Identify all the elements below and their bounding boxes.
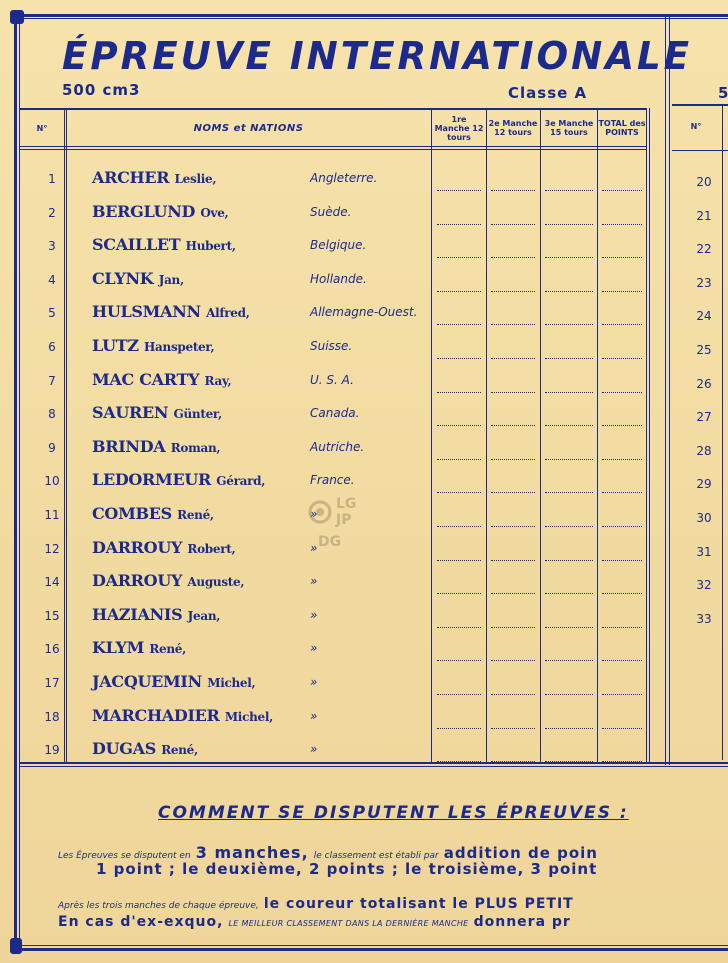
score-blank-manche-3[interactable] xyxy=(545,593,593,594)
rules-heading: COMMENT SE DISPUTENT LES ÉPREUVES : xyxy=(158,803,629,823)
frame-left xyxy=(14,14,17,950)
rider-last-name: BERGLUND xyxy=(92,201,196,221)
rider-nation: » xyxy=(310,507,318,521)
rider-name xyxy=(92,168,216,187)
rider-last-name: MARCHADIER xyxy=(92,705,220,725)
rider-last-name: COMBES xyxy=(92,504,172,523)
rider-first-name: Michel, xyxy=(207,676,256,690)
rules-line-4-c: donnera pr xyxy=(473,914,571,930)
collector-stamp-icon xyxy=(302,490,364,552)
rider-first-name: Hanspeter, xyxy=(144,340,215,354)
score-blank-manche-3[interactable] xyxy=(545,291,593,292)
rider-name xyxy=(92,706,273,725)
right-column-rule xyxy=(722,104,723,760)
header-total: TOTAL des POINTS xyxy=(598,119,646,137)
rider-last-name: LEDORMEUR xyxy=(92,470,212,490)
header-manche-2: 2e Manche 12 tours xyxy=(488,119,538,137)
table-row xyxy=(20,196,646,229)
score-blank-manche-1[interactable] xyxy=(437,694,481,695)
rules-line-2: 1 point ; le deuxième, 2 points ; le troisième, 3 point xyxy=(96,860,598,878)
rider-last-name: SAUREN xyxy=(92,403,169,423)
header-names: NOMS et NATIONS xyxy=(193,122,304,134)
rider-last-name: SCAILLET xyxy=(92,235,181,255)
score-blank-manche-2[interactable] xyxy=(491,459,535,460)
rider-nation: » xyxy=(310,641,318,656)
score-blank-manche-2[interactable] xyxy=(491,660,535,661)
score-blank-manche-4[interactable] xyxy=(602,190,642,191)
category-label: Classe A xyxy=(508,84,588,102)
rider-number: 11 xyxy=(44,508,60,522)
rider-number: 8 xyxy=(48,407,56,422)
score-blank-manche-1[interactable] xyxy=(437,560,481,561)
score-blank-manche-2[interactable] xyxy=(491,593,535,594)
score-blank-manche-3[interactable] xyxy=(545,425,593,426)
score-blank-manche-4[interactable] xyxy=(602,593,642,594)
score-blank-manche-4[interactable] xyxy=(602,392,642,393)
rider-name xyxy=(92,403,222,422)
rider-last-name: LUTZ xyxy=(92,336,139,355)
page-title: ÉPREUVE INTERNATIONALE xyxy=(62,34,693,78)
table-row xyxy=(20,700,646,733)
score-blank-manche-4[interactable] xyxy=(602,728,642,729)
rider-name xyxy=(92,370,231,389)
right-row-number: 20 xyxy=(696,175,712,189)
rider-name xyxy=(92,504,214,523)
score-blank-manche-1[interactable] xyxy=(437,257,481,258)
score-blank-manche-1[interactable] xyxy=(437,492,481,493)
score-blank-manche-2[interactable] xyxy=(491,190,535,191)
rider-nation: » xyxy=(310,742,318,757)
rider-last-name: ARCHER xyxy=(92,168,170,187)
rider-last-name: KLYM xyxy=(92,638,145,658)
rules-line-3-b: le coureur totalisant le PLUS PETIT xyxy=(263,896,574,912)
right-header-num: N° xyxy=(690,122,702,131)
rider-name xyxy=(92,302,250,321)
score-blank-manche-1[interactable] xyxy=(437,291,481,292)
score-blank-manche-1[interactable] xyxy=(437,459,481,460)
rider-name xyxy=(92,269,184,288)
rider-nation: » xyxy=(310,540,318,555)
rider-name xyxy=(92,739,198,758)
score-blank-manche-2[interactable] xyxy=(491,627,535,628)
right-row-number: 32 xyxy=(696,578,712,593)
rider-number: 1 xyxy=(48,172,56,186)
score-blank-manche-4[interactable] xyxy=(602,459,642,460)
rules-line-3 xyxy=(58,893,574,912)
rider-nation: Autriche. xyxy=(310,439,365,454)
rider-first-name: René, xyxy=(149,642,187,657)
table-row xyxy=(20,397,646,430)
rider-first-name: Michel, xyxy=(224,709,273,724)
score-blank-manche-2[interactable] xyxy=(491,392,535,393)
frame-bottom xyxy=(14,948,728,951)
rider-number: 2 xyxy=(48,205,56,220)
rider-number: 5 xyxy=(48,306,56,321)
frame-bottom-inner xyxy=(19,945,728,946)
score-blank-manche-4[interactable] xyxy=(602,694,642,695)
rider-number: 15 xyxy=(44,608,60,623)
rider-number: 19 xyxy=(44,743,60,758)
score-blank-manche-3[interactable] xyxy=(545,627,593,628)
table-row xyxy=(20,263,646,296)
rider-first-name: Jean, xyxy=(187,608,221,623)
score-blank-manche-3[interactable] xyxy=(545,190,593,191)
rider-name xyxy=(92,672,255,691)
rider-number: 17 xyxy=(44,676,60,690)
rider-name xyxy=(92,538,235,557)
right-row-number: 30 xyxy=(696,511,712,525)
right-row-number: 31 xyxy=(696,544,712,559)
score-blank-manche-1[interactable] xyxy=(437,660,481,661)
score-blank-manche-1[interactable] xyxy=(437,392,481,393)
score-blank-manche-3[interactable] xyxy=(545,660,593,661)
score-blank-manche-2[interactable] xyxy=(491,224,535,225)
rider-first-name: Robert, xyxy=(187,541,236,556)
right-row-number: 23 xyxy=(696,275,712,290)
rider-last-name: DARROUY xyxy=(92,537,183,557)
column-rule xyxy=(649,108,650,763)
score-blank-manche-3[interactable] xyxy=(545,224,593,225)
right-row-number: 24 xyxy=(696,309,712,324)
table-row xyxy=(20,330,646,363)
rider-last-name: CLYNK xyxy=(92,268,154,288)
score-blank-manche-4[interactable] xyxy=(602,257,642,258)
score-blank-manche-3[interactable] xyxy=(545,694,593,695)
column-rule xyxy=(646,108,647,763)
score-blank-manche-3[interactable] xyxy=(545,358,593,359)
rider-name xyxy=(92,202,228,221)
right-row-number: 28 xyxy=(696,443,712,458)
rider-number: 7 xyxy=(48,373,56,388)
right-table-top-rule xyxy=(672,104,728,106)
rider-first-name: Günter, xyxy=(173,407,222,422)
frame-top xyxy=(18,14,728,17)
rider-number: 6 xyxy=(48,340,56,354)
score-blank-manche-1[interactable] xyxy=(437,324,481,325)
right-panel-title-fragment: 5 xyxy=(718,84,728,102)
rider-number: 4 xyxy=(48,272,56,287)
score-blank-manche-3[interactable] xyxy=(545,526,593,527)
table-bottom-rule xyxy=(20,762,728,764)
table-header-bottom-rule xyxy=(20,146,646,147)
rider-first-name: Gérard, xyxy=(216,474,266,489)
rider-last-name: BRINDA xyxy=(92,436,166,456)
score-blank-manche-1[interactable] xyxy=(437,593,481,594)
table-row xyxy=(20,565,646,598)
score-blank-manche-2[interactable] xyxy=(491,492,535,493)
rider-nation: France. xyxy=(310,473,355,488)
right-row-number: 29 xyxy=(696,477,712,492)
rider-number: 3 xyxy=(48,239,56,254)
right-row-number: 21 xyxy=(696,208,712,223)
score-blank-manche-2[interactable] xyxy=(491,291,535,292)
header-manche-3: 3e Manche 15 tours xyxy=(544,119,594,137)
score-blank-manche-3[interactable] xyxy=(545,459,593,460)
score-blank-manche-4[interactable] xyxy=(602,425,642,426)
rider-first-name: René, xyxy=(161,743,198,758)
rider-first-name: Jan, xyxy=(158,272,184,287)
score-blank-manche-4[interactable] xyxy=(602,526,642,527)
right-row-number: 26 xyxy=(696,376,712,391)
rider-number: 12 xyxy=(44,541,60,556)
score-blank-manche-1[interactable] xyxy=(437,728,481,729)
rider-number: 14 xyxy=(44,575,60,590)
rider-first-name: Auguste, xyxy=(187,575,245,590)
rider-name xyxy=(92,605,220,624)
table-row xyxy=(20,229,646,262)
rider-last-name: HAZIANIS xyxy=(92,604,183,624)
score-blank-manche-4[interactable] xyxy=(602,224,642,225)
rider-last-name: JACQUEMIN xyxy=(92,672,202,691)
rider-first-name: Roman, xyxy=(170,440,221,455)
score-blank-manche-3[interactable] xyxy=(545,324,593,325)
rider-name xyxy=(92,470,265,489)
engine-class: 500 cm3 xyxy=(62,81,141,99)
score-blank-manche-4[interactable] xyxy=(602,660,642,661)
rider-number: 16 xyxy=(44,642,60,657)
rules-line-3-a: Après les trois manches de chaque épreuve, xyxy=(58,901,259,911)
stamp-line-3: DG xyxy=(318,534,342,550)
rider-last-name: MAC CARTY xyxy=(92,369,200,389)
rider-last-name: DARROUY xyxy=(92,571,183,591)
score-blank-manche-4[interactable] xyxy=(602,627,642,628)
rider-first-name: Leslie, xyxy=(174,172,217,186)
rider-name xyxy=(92,571,244,590)
score-blank-manche-4[interactable] xyxy=(602,358,642,359)
table-row xyxy=(20,431,646,464)
panel-divider xyxy=(665,17,666,765)
score-blank-manche-2[interactable] xyxy=(491,257,535,258)
stamp-line-2: JP xyxy=(336,512,352,528)
rider-number: 9 xyxy=(48,440,56,455)
rider-name xyxy=(92,638,186,657)
rules-line-1-c: le classement est établi par xyxy=(313,851,439,861)
table-bottom-rule-2 xyxy=(20,766,728,767)
score-blank-manche-2[interactable] xyxy=(491,358,535,359)
rider-first-name: Ray, xyxy=(204,373,232,388)
rider-number: 10 xyxy=(44,474,60,489)
header-num: N° xyxy=(36,123,48,133)
rider-nation: Belgique. xyxy=(310,238,367,253)
rider-name xyxy=(92,235,236,254)
table-row xyxy=(20,296,646,329)
rider-last-name: DUGAS xyxy=(92,739,156,759)
score-blank-manche-1[interactable] xyxy=(437,627,481,628)
score-blank-manche-3[interactable] xyxy=(545,560,593,561)
frame-corner xyxy=(10,10,24,24)
score-blank-manche-1[interactable] xyxy=(437,358,481,359)
rider-last-name: HULSMANN xyxy=(92,302,201,322)
rider-first-name: René, xyxy=(177,508,214,522)
table-header-bottom-rule-2 xyxy=(20,149,646,150)
rider-name xyxy=(92,336,214,355)
rider-number: 18 xyxy=(44,709,60,724)
score-blank-manche-2[interactable] xyxy=(491,425,535,426)
rules-line-4 xyxy=(58,911,571,930)
score-blank-manche-2[interactable] xyxy=(491,526,535,527)
score-blank-manche-2[interactable] xyxy=(491,560,535,561)
score-blank-manche-2[interactable] xyxy=(491,694,535,695)
score-blank-manche-2[interactable] xyxy=(491,728,535,729)
right-row-number: 33 xyxy=(696,611,712,626)
score-blank-manche-3[interactable] xyxy=(545,492,593,493)
table-header-top-rule xyxy=(20,108,646,110)
rider-nation: » xyxy=(310,607,318,622)
rider-nation: Canada. xyxy=(310,406,360,421)
score-blank-manche-4[interactable] xyxy=(602,560,642,561)
score-blank-manche-2[interactable] xyxy=(491,324,535,325)
frame-top-inner xyxy=(18,18,728,19)
rules-line-1-b: 3 manches, xyxy=(195,843,309,862)
rider-nation: Hollande. xyxy=(310,271,367,286)
right-row-number: 25 xyxy=(696,343,712,357)
rules-line-1-d: addition de poin xyxy=(443,844,598,862)
table-row xyxy=(20,364,646,397)
right-table-header-rule xyxy=(672,150,728,151)
score-blank-manche-1[interactable] xyxy=(437,526,481,527)
rider-name xyxy=(92,437,220,456)
panel-divider-inner xyxy=(669,17,670,765)
rider-nation: » xyxy=(310,708,318,723)
rules-line-1-a: Les Épreuves se disputent en xyxy=(58,851,191,861)
score-blank-manche-4[interactable] xyxy=(602,291,642,292)
table-row xyxy=(20,162,646,195)
rider-nation: Suède. xyxy=(310,204,352,219)
rider-first-name: Ove, xyxy=(200,205,229,220)
rider-nation: Allemagne-Ouest. xyxy=(310,305,418,320)
table-row xyxy=(20,599,646,632)
stamp-line-1: LG xyxy=(336,496,357,512)
right-row-number: 22 xyxy=(696,242,712,257)
rider-nation: Suisse. xyxy=(310,339,353,353)
header-manche-1: 1re Manche 12 tours xyxy=(434,114,484,142)
score-blank-manche-3[interactable] xyxy=(545,392,593,393)
rider-first-name: Alfred, xyxy=(206,306,250,321)
rider-nation: U. S. A. xyxy=(310,372,354,387)
rider-nation: » xyxy=(310,574,318,589)
table-row xyxy=(20,666,646,699)
table-row xyxy=(20,632,646,665)
score-blank-manche-1[interactable] xyxy=(437,425,481,426)
rules-line-4-b: LE MEILLEUR CLASSEMENT DANS LA DERNIÈRE MANCHE xyxy=(228,919,469,928)
score-blank-manche-4[interactable] xyxy=(602,324,642,325)
score-blank-manche-4[interactable] xyxy=(602,492,642,493)
score-blank-manche-3[interactable] xyxy=(545,728,593,729)
score-blank-manche-3[interactable] xyxy=(545,257,593,258)
rules-line-4-a: En cas d'ex-exquo, xyxy=(58,914,224,930)
right-row-number: 27 xyxy=(696,410,712,425)
score-blank-manche-1[interactable] xyxy=(437,224,481,225)
rider-first-name: Hubert, xyxy=(185,239,236,254)
rider-nation: » xyxy=(310,675,318,689)
rider-nation: Angleterre. xyxy=(310,171,378,185)
score-blank-manche-1[interactable] xyxy=(437,190,481,191)
